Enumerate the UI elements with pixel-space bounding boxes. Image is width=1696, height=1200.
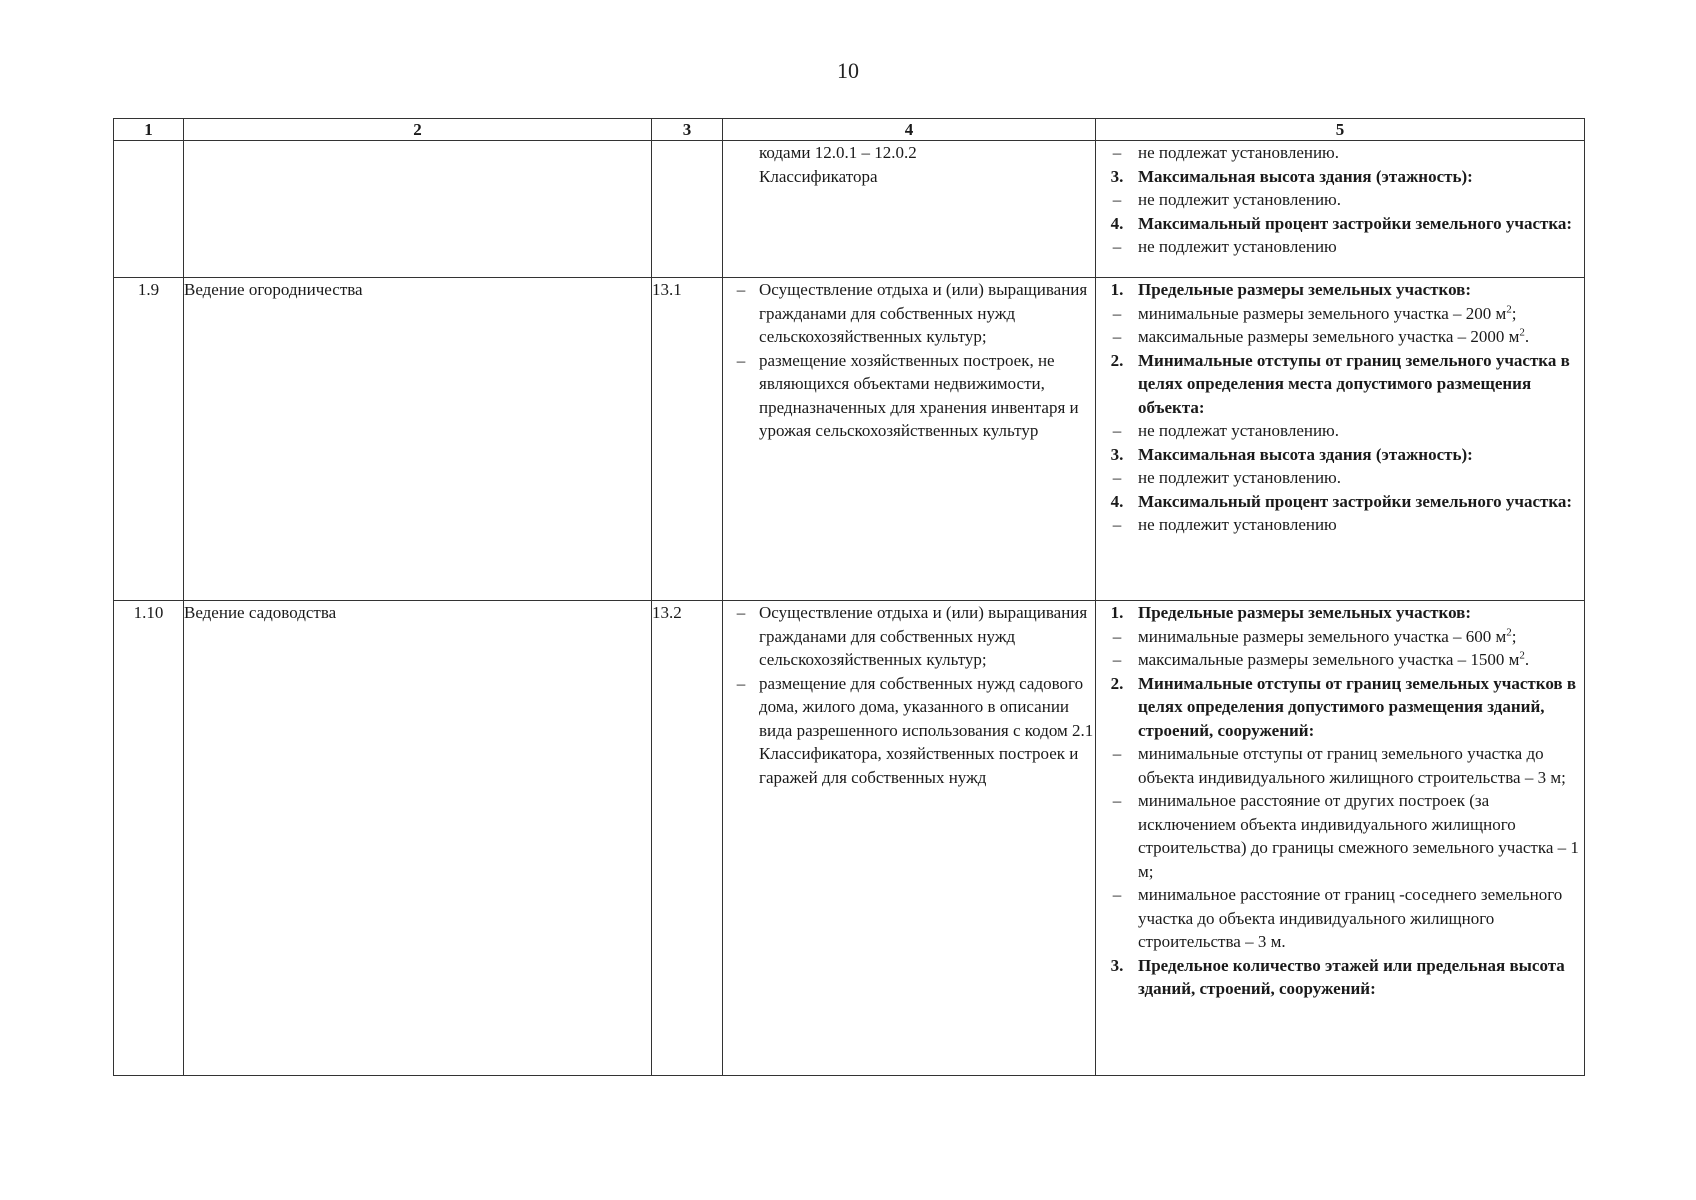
use-description	[723, 278, 1096, 601]
use-parameters	[1096, 601, 1585, 1076]
use-name: Ведение огородничества	[184, 278, 652, 601]
heading-number: 4.	[1110, 491, 1124, 511]
parameter-item	[1096, 883, 1584, 954]
parameter-text	[1138, 188, 1584, 212]
heading-text: Предельные размеры земельных участков:	[1138, 280, 1472, 299]
column-header-1: 1	[114, 119, 184, 141]
description-text: размещение хозяйственных построек, не являющихся объектами недвижимости, предназначенных для хранения инвентаря и урожая сельскохозяйственных культур	[759, 350, 1079, 440]
parameter-punctuation: .	[1524, 327, 1530, 346]
unit-superscript: 2	[1506, 625, 1512, 638]
dash-bullet: –	[1112, 744, 1122, 763]
description-item	[723, 601, 1095, 672]
parameter-heading	[1096, 954, 1584, 1001]
parameter-heading	[1096, 212, 1584, 236]
use-description	[723, 601, 1096, 1076]
parameter-item	[1096, 235, 1584, 259]
parameter-text	[1138, 625, 1584, 649]
dash-bullet: –	[1112, 468, 1122, 487]
dash-bullet: –	[736, 350, 746, 370]
use-parameters	[1096, 141, 1585, 278]
parameter-item	[1096, 625, 1584, 649]
description-item	[723, 278, 1095, 349]
parameter-value: минимальное расстояние от границ -соседнего земельного участка до объекта индивидуального жилищного строительства – 3 м.	[1138, 885, 1563, 951]
heading-text: Максимальный процент застройки земельного участка:	[1138, 491, 1573, 511]
unit-superscript: 2	[1519, 649, 1525, 662]
use-description	[723, 141, 1096, 278]
heading-text: Минимальные отступы от границ земельных участков в целях определения допустимого размещения зданий, строений, сооружений:	[1138, 673, 1577, 740]
parameter-item	[1096, 141, 1584, 165]
description-text: Осуществление отдыха и (или) выращивания гражданами для собственных нужд сельскохозяйственных культур;	[759, 280, 1088, 346]
dash-bullet: –	[1112, 626, 1122, 646]
heading-number: 3.	[1110, 166, 1124, 186]
dash-bullet: –	[736, 280, 746, 299]
description-item	[723, 349, 1095, 443]
dash-bullet: –	[1112, 143, 1122, 162]
parameter-item	[1096, 513, 1584, 537]
parameter-text	[1138, 742, 1584, 789]
heading-text: Предельное количество этажей или предельная высота зданий, строений, сооружений:	[1138, 955, 1565, 998]
dash-bullet: –	[1112, 190, 1122, 209]
dash-bullet: –	[1112, 650, 1122, 669]
parameter-text	[1138, 302, 1584, 326]
heading-number: 2.	[1110, 350, 1124, 370]
parameter-value: максимальные размеры земельного участка – 1500 м	[1138, 650, 1520, 669]
parameter-item	[1096, 325, 1584, 349]
row-number	[114, 141, 184, 278]
parameter-heading	[1096, 278, 1584, 302]
description-item	[723, 672, 1095, 790]
parameter-text	[1138, 141, 1584, 165]
parameter-value: не подлежат установлению.	[1138, 143, 1340, 162]
parameter-text	[1138, 466, 1584, 490]
dash-bullet: –	[1112, 327, 1122, 346]
parameter-heading	[1096, 165, 1584, 189]
parameter-value: не подлежит установлению	[1138, 515, 1337, 534]
heading-text: Максимальная высота здания (этажность):	[1138, 166, 1473, 186]
parameter-text	[1138, 419, 1584, 443]
parameter-heading	[1096, 490, 1584, 514]
parameter-punctuation: .	[1524, 650, 1530, 669]
parameter-heading	[1096, 672, 1584, 743]
parameter-heading	[1096, 601, 1584, 625]
parameter-text	[1138, 325, 1584, 349]
parameter-value: минимальное расстояние от других построек (за исключением объекта индивидуального жилищного строительства) до границы смежного земельного участка – 1 м;	[1138, 791, 1579, 881]
parameter-heading	[1096, 443, 1584, 467]
parameter-item	[1096, 188, 1584, 212]
unit-superscript: 2	[1519, 326, 1525, 339]
heading-number: 3.	[1110, 444, 1124, 464]
parameter-item	[1096, 302, 1584, 326]
row-number: 1.9	[114, 278, 184, 601]
parameter-text	[1138, 883, 1584, 954]
heading-number: 3.	[1110, 955, 1124, 975]
column-header-2: 2	[184, 119, 652, 141]
heading-text: Максимальная высота здания (этажность):	[1138, 444, 1473, 464]
parameter-text	[1138, 648, 1584, 672]
page-number: 10	[837, 58, 859, 83]
use-code: 13.2	[652, 601, 723, 1076]
dash-bullet: –	[1112, 791, 1122, 810]
parameter-text	[1138, 235, 1584, 259]
table-row-1-10	[114, 601, 1585, 1076]
dash-bullet: –	[1112, 303, 1122, 323]
description-line: Классификатора	[759, 166, 878, 186]
description-text: размещение для собственных нужд садового дома, жилого дома, указанного в описании вида разрешенного использования с кодом 2.1 Классификатора, хозяйственных построек и гаражей для собственных нужд	[759, 673, 1094, 787]
description-text: Осуществление отдыха и (или) выращивания гражданами для собственных нужд сельскохозяйственных культур;	[759, 603, 1088, 669]
column-header-4: 4	[723, 119, 1096, 141]
parameter-value: минимальные отступы от границ земельного участка до объекта индивидуального жилищного строительства – 3 м;	[1138, 744, 1566, 787]
dash-bullet: –	[1112, 515, 1122, 534]
parameter-item	[1096, 419, 1584, 443]
use-code: 13.1	[652, 278, 723, 601]
parameter-item	[1096, 789, 1584, 883]
dash-bullet: –	[736, 603, 746, 622]
zoning-table	[113, 118, 1585, 1076]
use-name: Ведение садоводства	[184, 601, 652, 1076]
parameter-item	[1096, 742, 1584, 789]
parameter-punctuation: ;	[1511, 303, 1517, 323]
row-number: 1.10	[114, 601, 184, 1076]
parameter-text	[1138, 513, 1584, 537]
parameter-value: не подлежит установлению.	[1138, 190, 1342, 209]
use-name	[184, 141, 652, 278]
dash-bullet: –	[1112, 237, 1122, 256]
parameter-value: минимальные размеры земельного участка – 600 м	[1138, 626, 1507, 646]
parameter-item	[1096, 648, 1584, 672]
description-line: кодами 12.0.1 – 12.0.2	[759, 143, 917, 162]
heading-text: Максимальный процент застройки земельного участка:	[1138, 213, 1573, 233]
heading-number: 2.	[1110, 673, 1124, 693]
parameter-punctuation: ;	[1511, 626, 1517, 646]
parameter-heading	[1096, 349, 1584, 420]
table-row-continuation	[114, 141, 1585, 278]
parameter-value: не подлежит установлению.	[1138, 468, 1342, 487]
parameter-value: не подлежит установлению	[1138, 237, 1337, 256]
parameter-item	[1096, 466, 1584, 490]
column-header-3: 3	[652, 119, 723, 141]
parameter-value: максимальные размеры земельного участка – 2000 м	[1138, 327, 1520, 346]
table-row-1-9	[114, 278, 1585, 601]
dash-bullet: –	[1112, 885, 1122, 904]
heading-number: 1.	[1110, 603, 1124, 622]
parameter-text	[1138, 789, 1584, 883]
parameter-value: минимальные размеры земельного участка – 200 м	[1138, 303, 1507, 323]
heading-text: Минимальные отступы от границ земельного участка в целях определения места допустимого размещения объекта:	[1138, 350, 1570, 417]
parameter-value: не подлежат установлению.	[1138, 421, 1340, 440]
header-row	[114, 119, 1585, 141]
heading-text: Предельные размеры земельных участков:	[1138, 603, 1472, 622]
dash-bullet: –	[1112, 421, 1122, 440]
heading-number: 1.	[1110, 280, 1124, 299]
unit-superscript: 2	[1506, 302, 1512, 315]
heading-number: 4.	[1110, 213, 1124, 233]
use-parameters	[1096, 278, 1585, 601]
use-code	[652, 141, 723, 278]
dash-bullet: –	[736, 673, 746, 693]
column-header-5: 5	[1096, 119, 1585, 141]
